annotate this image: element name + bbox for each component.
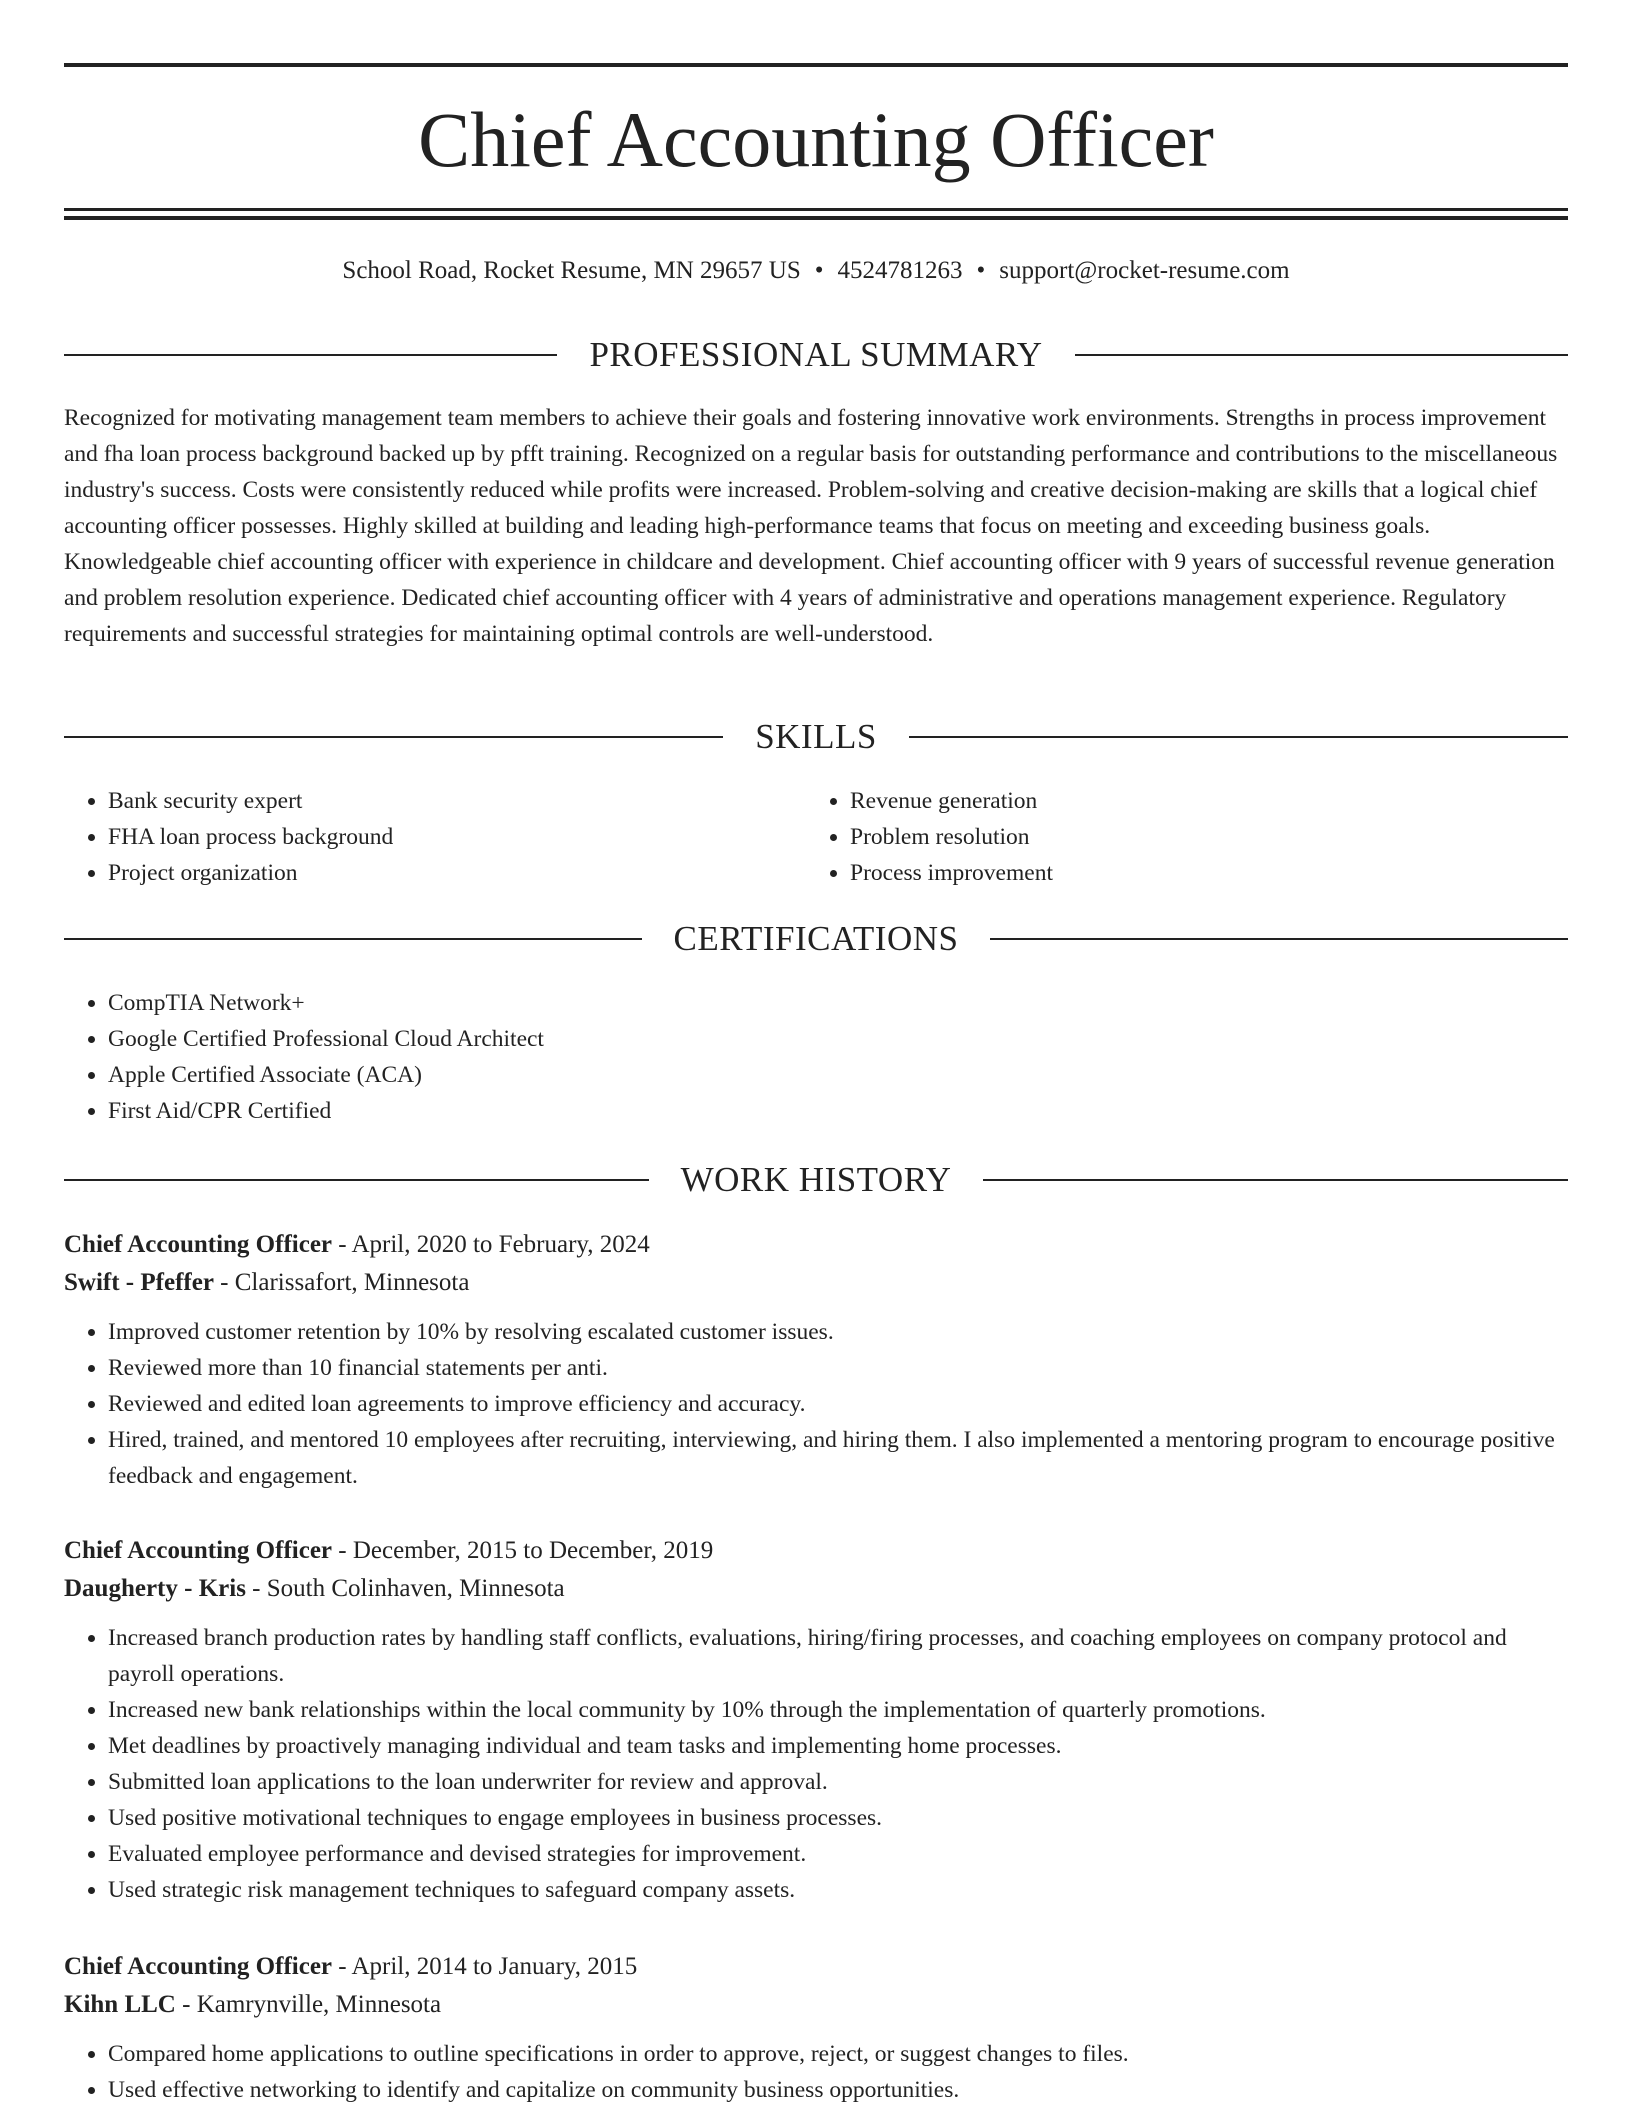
job-bullets	[64, 1620, 1568, 1908]
job-dash: -	[332, 1537, 353, 1564]
job-dates: April, 2014 to January, 2015	[351, 1953, 638, 1980]
contact-phone: 4524781263	[837, 257, 963, 284]
section-title: CERTIFICATIONS	[673, 919, 959, 958]
job-entry	[64, 1226, 1568, 1494]
resume-title: Chief Accounting Officer	[418, 96, 1214, 183]
job-bullet: • Evaluated employee performance and devised strategies for improvement.	[108, 1836, 1568, 1872]
contact-email: support@rocket-resume.com	[999, 257, 1290, 284]
job-bullet: • Increased new bank relationships within the local community by 10% through the implementation of quarterly promotions.	[108, 1692, 1568, 1728]
job-title-line	[64, 1226, 1568, 1264]
skill-item: • Revenue generation	[850, 783, 1548, 819]
job-dates: December, 2015 to December, 2019	[352, 1537, 714, 1564]
job-company-line	[64, 1264, 1568, 1302]
heading-rule-left	[64, 736, 723, 738]
job-company: Swift - Pfeffer	[64, 1269, 214, 1296]
heading-rule-right	[990, 938, 1568, 940]
contact-separator: •	[976, 257, 986, 284]
job-company: Daugherty - Kris	[64, 1575, 246, 1602]
job-location: Clarissafort, Minnesota	[234, 1269, 470, 1296]
top-rule	[64, 63, 1568, 67]
skill-item: • Process improvement	[850, 855, 1548, 891]
job-dash: -	[213, 1269, 235, 1296]
skill-item: • Project organization	[108, 855, 806, 891]
summary-text: Recognized for motivating management team members to achieve their goals and fostering innovative work environments. Strengths in process improvement and fha loan process background backed up by pfft training. Recognized on a regular basis for outstanding performance and contributions to the miscellaneous industry's success. Costs were consistently reduced while profits were increased. Problem-solving and creative decision-making are skills that a logical chief accounting officer possesses. Highly skilled at building and leading high-performance teams that focus on meeting and exceeding business goals. Knowledgeable chief accounting officer with experience in childcare and development. Chief accounting officer with 9 years of successful revenue generation and problem resolution experience. Dedicated chief accounting officer with 4 years of administrative and operations management experience. Regulatory requirements and successful strategies for maintaining optimal controls are well-understood.	[64, 405, 1558, 647]
job-bullet: • Used effective networking to identify and capitalize on community business opportunities.	[108, 2072, 1568, 2108]
job-bullet: • Met deadlines by proactively managing individual and team tasks and implementing home processes.	[108, 1728, 1568, 1764]
job-entry	[64, 1532, 1568, 1908]
section-heading-summary	[64, 335, 1568, 375]
job-company-line	[64, 1986, 1568, 2024]
title-rule-upper	[64, 208, 1568, 211]
job-bullet: • Used strategic risk management techniques to safeguard company assets.	[108, 1872, 1568, 1908]
certification-item: • First Aid/CPR Certified	[108, 1093, 1568, 1129]
job-dash: -	[245, 1575, 267, 1602]
job-bullet: • Used positive motivational techniques to engage employees in business processes.	[108, 1800, 1568, 1836]
job-dash: -	[332, 1953, 352, 1980]
skills-list	[64, 783, 1568, 891]
job-bullet: • Increased branch production rates by handling staff conflicts, evaluations, hiring/firing processes, and coaching employees on company protocol and payroll operations.	[108, 1620, 1568, 1692]
job-bullets	[64, 1314, 1568, 1494]
job-dash: -	[175, 1991, 197, 2018]
heading-rule-right	[1075, 354, 1568, 356]
job-location: Kamrynville, Minnesota	[196, 1991, 442, 2018]
heading-rule-left	[64, 1179, 649, 1181]
job-dash: -	[332, 1231, 352, 1258]
title-rule-lower	[64, 216, 1568, 220]
job-bullet: • Reviewed and edited loan agreements to improve efficiency and accuracy.	[108, 1386, 1568, 1422]
job-title-line	[64, 1948, 1568, 1986]
job-bullet: • Compared home applications to outline specifications in order to approve, reject, or suggest changes to files.	[108, 2036, 1568, 2072]
section-heading-work-history	[64, 1160, 1568, 1200]
contact-address: School Road, Rocket Resume, MN 29657 US	[342, 257, 801, 284]
job-location: South Colinhaven, Minnesota	[266, 1575, 565, 1602]
section-title: PROFESSIONAL SUMMARY	[589, 335, 1043, 374]
section-heading-certifications	[64, 919, 1568, 959]
job-title: Chief Accounting Officer	[64, 1537, 333, 1564]
job-title: Chief Accounting Officer	[64, 1231, 333, 1258]
heading-rule-left	[64, 354, 557, 356]
section-title: SKILLS	[755, 717, 877, 756]
section-heading-skills	[64, 717, 1568, 757]
skill-item: • FHA loan process background	[108, 819, 806, 855]
certifications-list	[64, 985, 1568, 1129]
section-title: WORK HISTORY	[680, 1160, 952, 1199]
job-entry	[64, 1948, 1568, 2108]
skills-column-right	[806, 783, 1548, 891]
job-dates: April, 2020 to February, 2024	[351, 1231, 650, 1258]
skills-column-left	[64, 783, 806, 891]
job-bullet: • Reviewed more than 10 financial statements per anti.	[108, 1350, 1568, 1386]
job-bullet: • Submitted loan applications to the loan underwriter for review and approval.	[108, 1764, 1568, 1800]
heading-rule-right	[909, 736, 1568, 738]
heading-rule-left	[64, 938, 642, 940]
contact-separator: •	[814, 257, 824, 284]
job-bullets	[64, 2036, 1568, 2108]
certification-item: • Google Certified Professional Cloud Architect	[108, 1021, 1568, 1057]
job-company-line	[64, 1570, 1568, 1608]
skill-item: • Problem resolution	[850, 819, 1548, 855]
skill-item: • Bank security expert	[108, 783, 806, 819]
job-bullet: • Improved customer retention by 10% by resolving escalated customer issues.	[108, 1314, 1568, 1350]
certification-item: • CompTIA Network+	[108, 985, 1568, 1021]
job-bullet: • Hired, trained, and mentored 10 employees after recruiting, interviewing, and hiring them. I also implemented a mentoring program to encourage positive feedback and engagement.	[108, 1422, 1568, 1494]
certification-item: • Apple Certified Associate (ACA)	[108, 1057, 1568, 1093]
job-title-line	[64, 1532, 1568, 1570]
job-title: Chief Accounting Officer	[64, 1953, 333, 1980]
job-company: Kihn LLC	[64, 1991, 176, 2018]
contact-line	[64, 254, 1568, 288]
heading-rule-right	[983, 1179, 1568, 1181]
